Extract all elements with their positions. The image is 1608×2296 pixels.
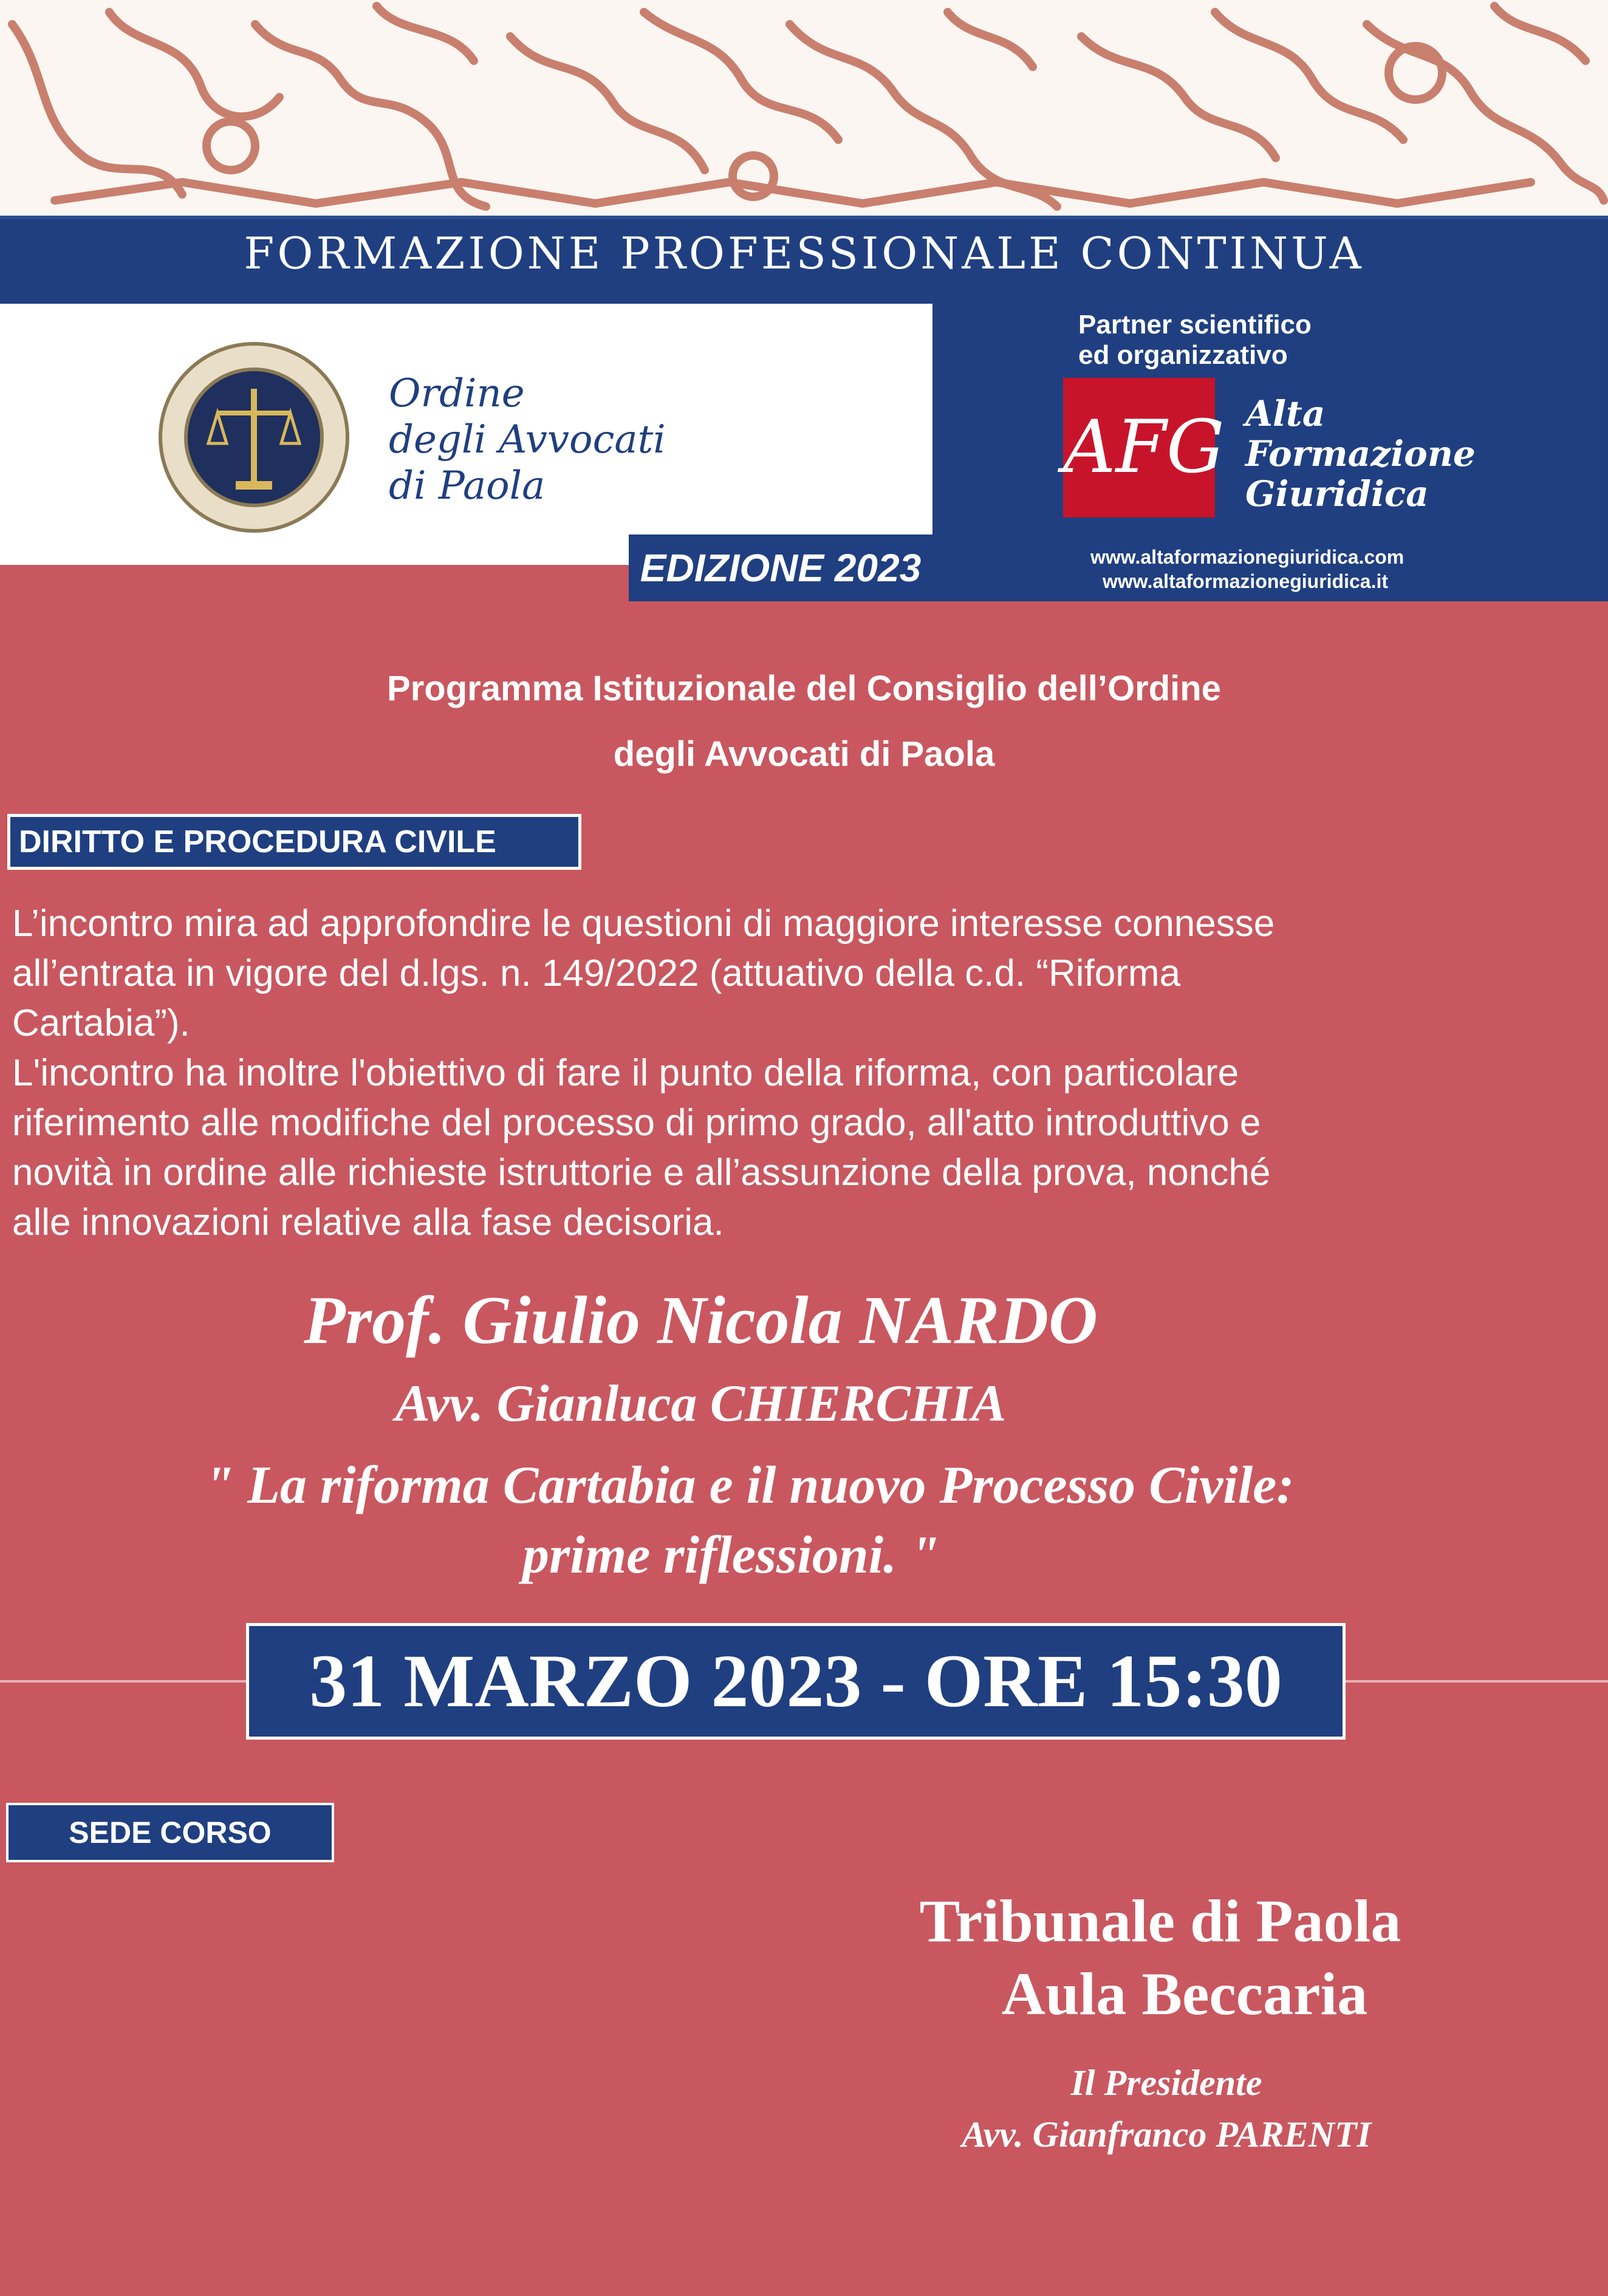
description-line: alle innovazioni relative alla fase decisoria. xyxy=(12,1201,724,1243)
talk-title-line-1: " La riforma Cartabia e il nuovo Processo Civile: xyxy=(204,1456,1295,1515)
description-line: L'incontro ha inoltre l'obiettivo di fare il punto della riforma, con particolare xyxy=(12,1052,1239,1094)
talk-title-line-2: prime riflessioni. " xyxy=(522,1526,940,1585)
main-speaker: Prof. Giulio Nicola NARDO xyxy=(304,1283,1098,1358)
partner-url-it[interactable]: www.altaformazionegiuridica.it xyxy=(1103,570,1388,592)
program-line-1: Programma Istituzionale del Consiglio dell’Ordine xyxy=(387,669,1221,708)
signature-name: Avv. Gianfranco PARENTI xyxy=(962,2114,1371,2154)
description-line: Cartabia”). xyxy=(12,1002,190,1044)
program-line-2: degli Avvocati di Paola xyxy=(613,734,995,774)
venue-line-2: Aula Beccaria xyxy=(1001,1960,1368,2028)
afg-logo-letters: AFG xyxy=(1063,405,1225,490)
section-label: DIRITTO E PROCEDURA CIVILE xyxy=(7,814,581,870)
description-line: all’entrata in vigore del d.lgs. n. 149/2022 (attuativo della c.d. “Riforma xyxy=(12,952,1181,994)
description-line: novità in ordine alle richieste istruttorie e all’assunzione della prova, nonché xyxy=(12,1152,1271,1194)
venue-label: SEDE CORSO xyxy=(6,1803,334,1862)
afg-logo xyxy=(1063,378,1225,518)
partner-heading-line-1: Partner scientifico xyxy=(1078,310,1312,340)
description-line: L’incontro mira ad approfondire le questioni di maggiore interesse connesse xyxy=(12,903,1275,945)
signature-role: Il Presidente xyxy=(1070,2063,1262,2103)
partner-name-line-1: Alta xyxy=(1245,393,1326,434)
date-time-banner: 31 MARZO 2023 - ORE 15:30 xyxy=(246,1623,1346,1740)
edition-badge: EDIZIONE 2023 xyxy=(629,535,932,601)
organizer-name-line-1: Ordine xyxy=(389,371,525,416)
decorative-sketch-band xyxy=(0,0,1608,219)
organizer-name-line-3: di Paola xyxy=(389,463,546,508)
partner-name-line-3: Giuridica xyxy=(1245,473,1429,514)
organizer-name-line-2: degli Avvocati xyxy=(389,417,666,462)
description-line: riferimento alle modifiche del processo di primo grado, all'atto introduttivo e xyxy=(12,1102,1261,1144)
partner-heading-line-2: ed organizzativo xyxy=(1078,340,1288,370)
second-speaker: Avv. Gianluca CHIERCHIA xyxy=(395,1374,1007,1432)
header-title: FORMAZIONE PROFESSIONALE CONTINUA xyxy=(244,228,1364,279)
bar-association-seal xyxy=(157,340,351,535)
partner-name-line-2: Formazione xyxy=(1245,433,1476,474)
description xyxy=(12,899,1592,1248)
venue-line-1: Tribunale di Paola xyxy=(919,1887,1401,1955)
scales-of-justice-icon xyxy=(157,340,351,535)
sketch-illustration xyxy=(0,0,1608,219)
partner-url-com[interactable]: www.altaformazionegiuridica.com xyxy=(1090,546,1404,568)
